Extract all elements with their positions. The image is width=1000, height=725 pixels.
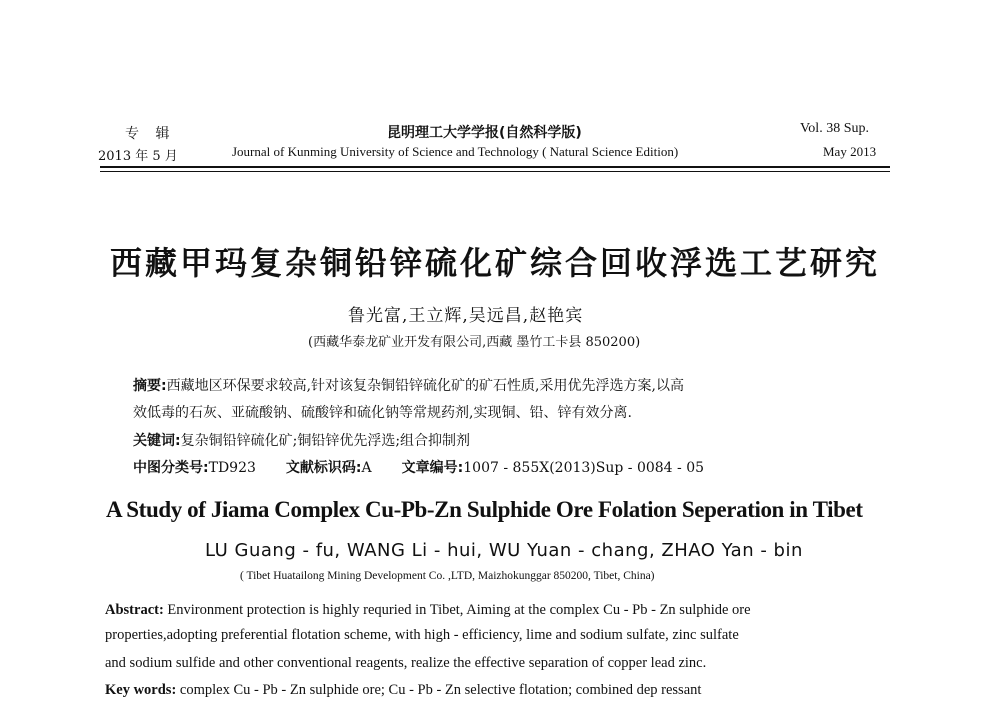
header-journal-en: Journal of Kunming University of Science and Technology ( Natural Science Edition) bbox=[232, 144, 679, 159]
header-volume: Vol. 38 Sup. bbox=[800, 121, 869, 136]
keywords-cn-label: 关键词: bbox=[133, 433, 181, 449]
abstract-en-line1: Environment protection is highly requried in Tibet, Aiming at the complex Cu - Pb - Zn sulphide ore bbox=[167, 602, 751, 618]
article-number-value: 1007 - 855X(2013)Sup - 0084 - 05 bbox=[463, 460, 705, 476]
abstract-en-line3: and sodium sulfide and other conventional reagents, realize the effective separation of copper lead zinc. bbox=[105, 655, 707, 671]
authors-en: LU Guang - fu, WANG Li - hui, WU Yuan - chang, ZHAO Yan - bin bbox=[205, 540, 803, 561]
clc-label: 中图分类号: bbox=[133, 460, 209, 476]
paper-title-en: A Study of Jiama Complex Cu-Pb-Zn Sulphide Ore Folation Seperation in Tibet bbox=[106, 497, 863, 522]
authors-cn: 鲁光富,王立辉,吴远昌,赵艳宾 bbox=[348, 306, 584, 326]
abstract-en bbox=[105, 602, 895, 619]
keywords-cn bbox=[133, 430, 470, 450]
affiliation-en: ( Tibet Huatailong Mining Development Co. ,LTD, Maizhokunggar 850200, Tibet, China) bbox=[240, 570, 655, 582]
abstract-en-line2: properties,adopting preferential flotation scheme, with high - efficiency, lime and sodium sulfate, zinc sulfate bbox=[105, 627, 739, 643]
doc-code-value: A bbox=[361, 460, 372, 476]
keywords-en-text: complex Cu - Pb - Zn sulphide ore; Cu - Pb - Zn selective flotation; combined dep ressant bbox=[179, 682, 702, 698]
paper-title-cn: 西藏甲玛复杂铜铅锌硫化矿综合回收浮选工艺研究 bbox=[110, 244, 881, 282]
keywords-cn-text: 复杂铜铅锌硫化矿;铜铅锌优先浮选;组合抑制剂 bbox=[180, 433, 471, 449]
header-date-en: May 2013 bbox=[823, 144, 877, 159]
classification-line bbox=[133, 457, 704, 477]
header-special-issue: 专 辑 bbox=[125, 126, 176, 142]
abstract-cn-line2: 效低毒的石灰、亚硫酸钠、硫酸锌和硫化钠等常规药剂,实现铜、铅、锌有效分离. bbox=[133, 405, 632, 421]
abstract-en-label: Abstract: bbox=[105, 602, 164, 618]
header-rule-thick bbox=[100, 166, 890, 168]
keywords-en-label: Key words: bbox=[105, 682, 177, 698]
header-date-cn: 2013 年 5 月 bbox=[98, 149, 178, 164]
header-journal-cn: 昆明理工大学学报(自然科学版) bbox=[387, 125, 582, 141]
doc-code-label: 文献标识码: bbox=[285, 460, 362, 476]
header-rule-thin bbox=[100, 171, 890, 172]
abstract-cn-line1: 西藏地区环保要求较高,针对该复杂铜铅锌硫化矿的矿石性质,采用优先浮选方案,以高 bbox=[166, 378, 684, 394]
abstract-cn-label: 摘要: bbox=[133, 378, 167, 394]
clc-value: TD923 bbox=[208, 460, 256, 476]
keywords-en bbox=[105, 682, 701, 699]
affiliation-cn: (西藏华泰龙矿业开发有限公司,西藏 墨竹工卡县 850200) bbox=[308, 335, 641, 350]
article-number-label: 文章编号: bbox=[401, 460, 464, 476]
abstract-cn bbox=[133, 375, 684, 395]
